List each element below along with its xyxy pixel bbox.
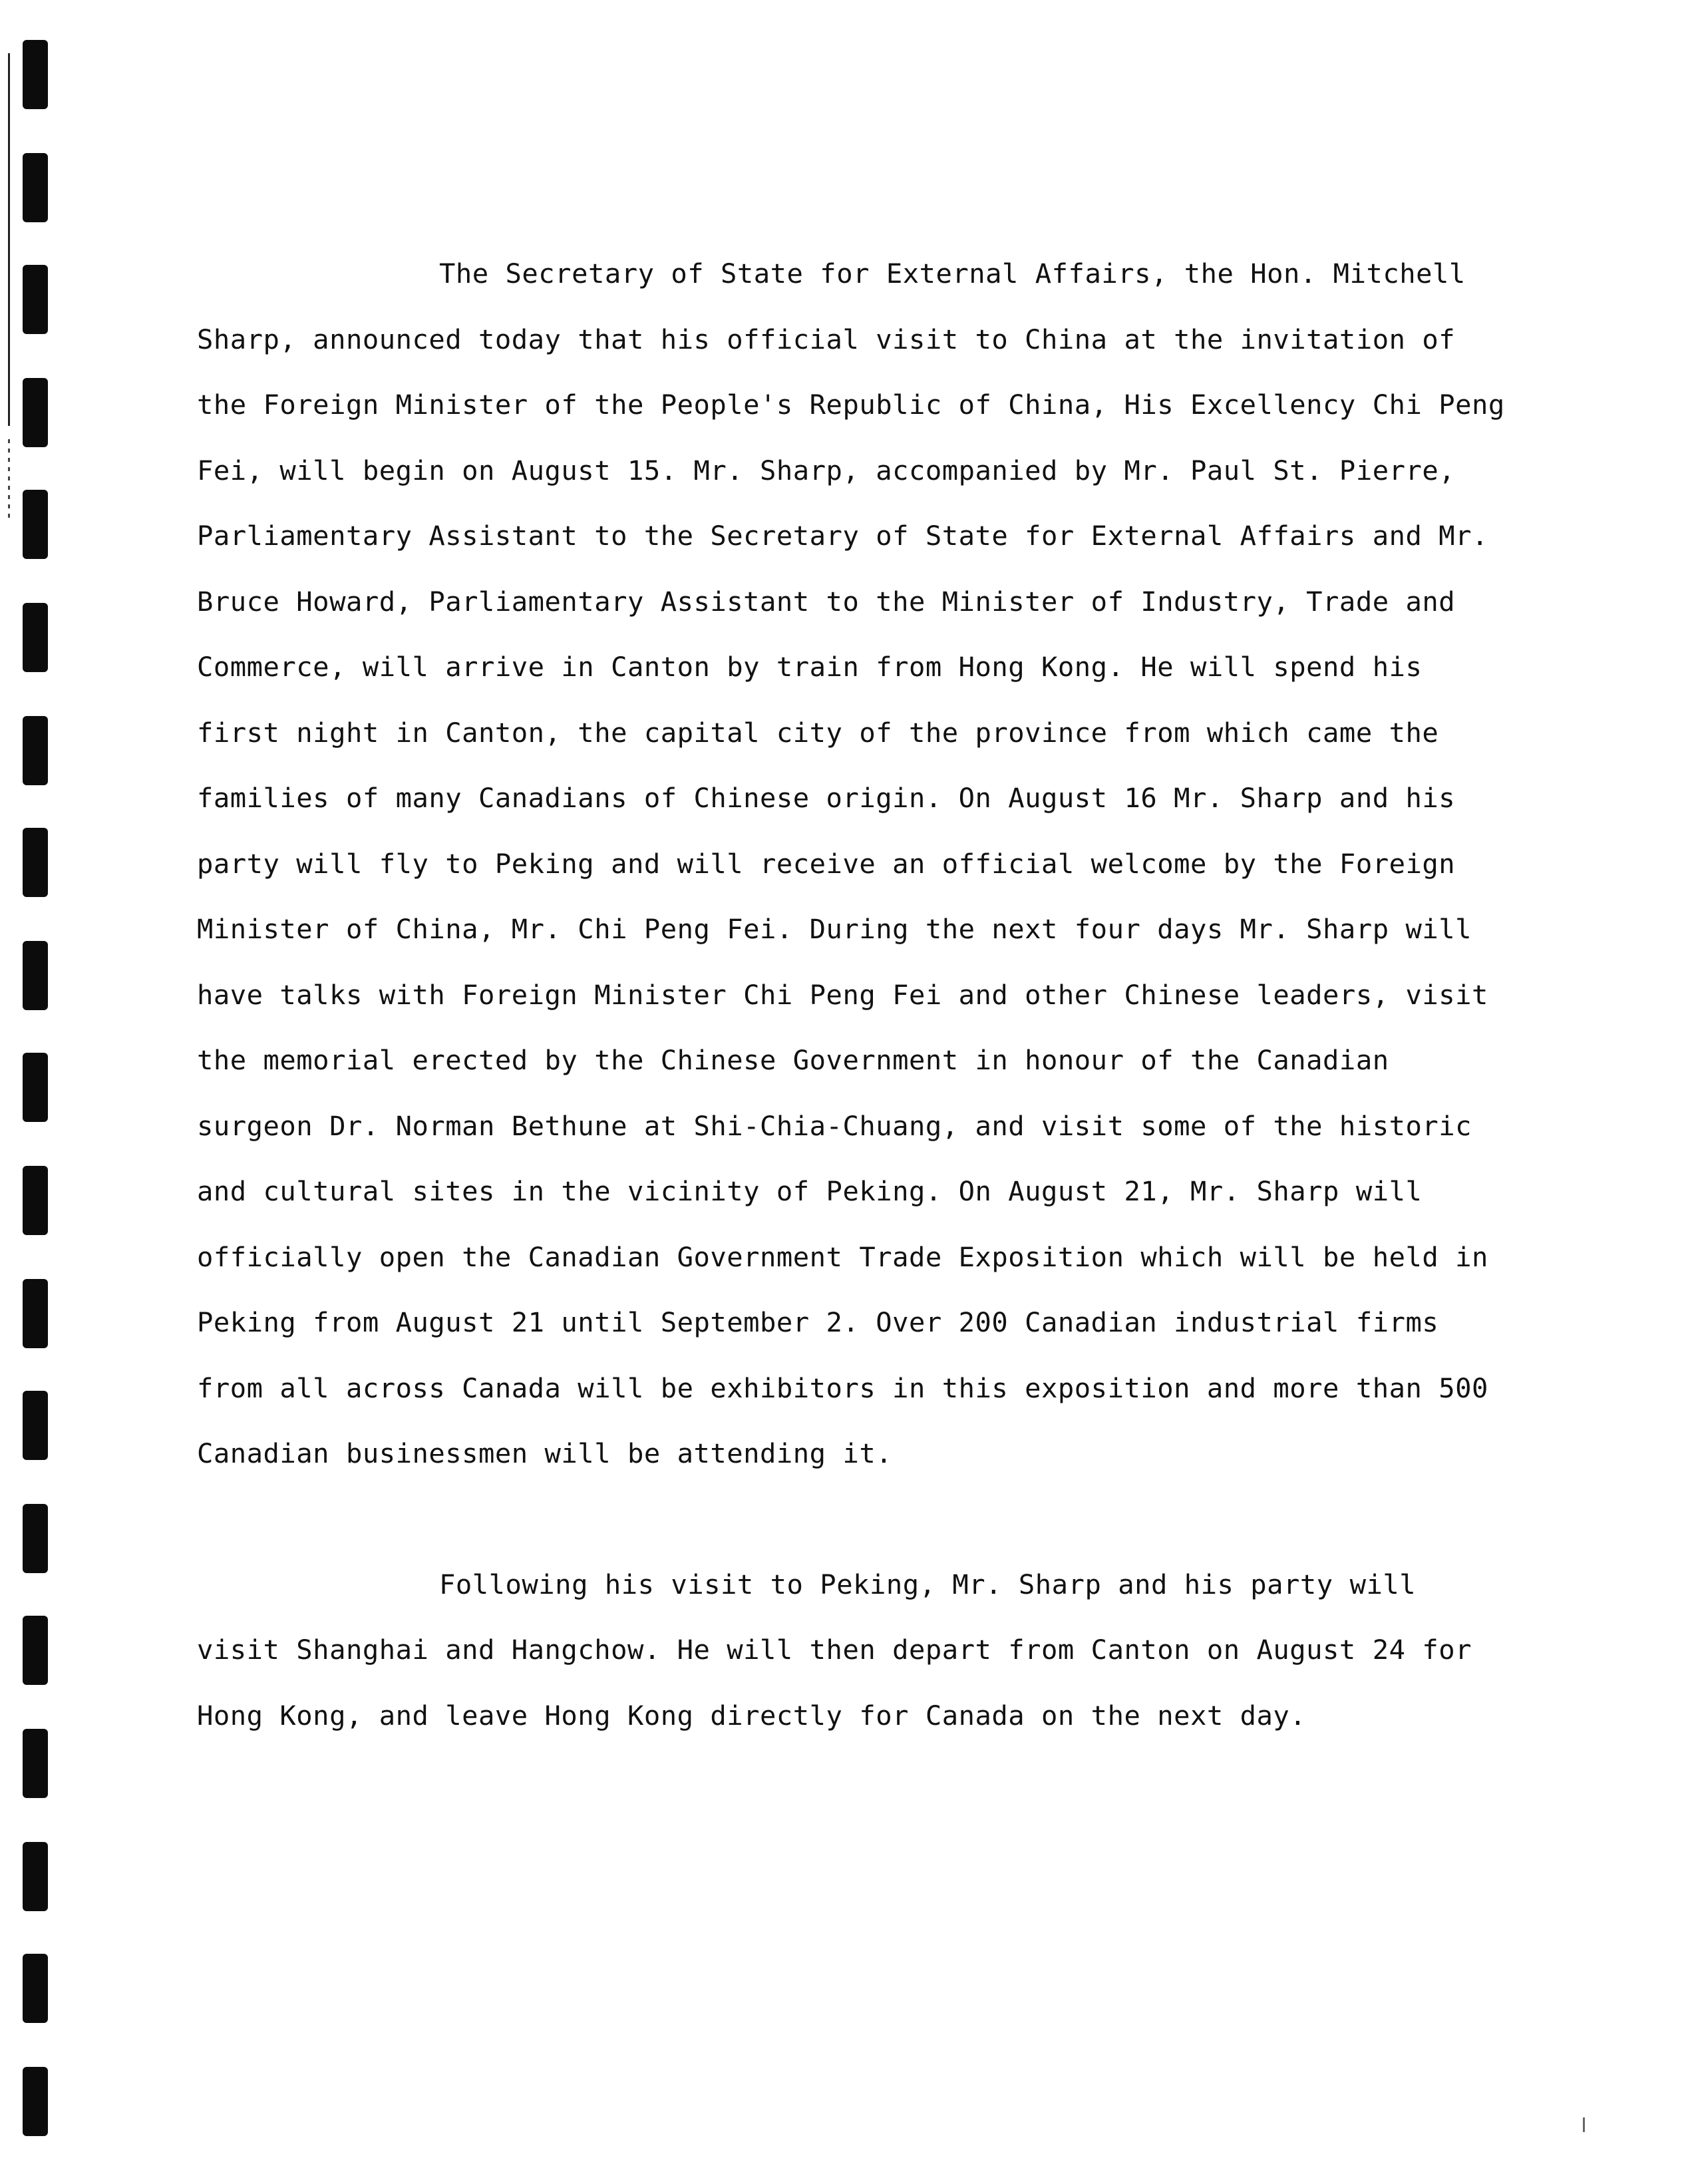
scan-edge-line xyxy=(8,53,10,426)
punch-mark xyxy=(23,941,48,1010)
paragraph-visit-announcement: The Secretary of State for External Affairs, the Hon. Mitchell Sharp, announced today that his official visit to China at the invitation of the Foreign Minister of the People's Republic of China, His Excellency Chi Peng Fei, will begin on August 15. Mr. Sharp, accompanied by Mr. Paul St. Pierre, Parliamentary Assistant to the Secretary of State for External Affairs and Mr. Bruce Howard, Parliamentary Assistant to the Minister of Industry, Trade and Commerce, will arrive in Canton by train from Hong Kong. He will spend his first night in Canton, the capital city of the province from which came the families of many Canadians of Chinese origin. On August 16 Mr. Sharp and his party will fly to Peking and will receive an official welcome by the Foreign Minister of China, Mr. Chi Peng Fei. During the next four days Mr. Sharp will have talks with Foreign Minister Chi Peng Fei and other Chinese leaders, visit the memorial erected by the Chinese Government in honour of the Canadian surgeon Dr. Norman Bethune at Shi-Chia-Chuang, and visit some of the historic and cultural sites in the vicinity of Peking. On August 21, Mr. Sharp will officially open the Canadian Government Trade Exposition which will be held in Peking from August 21 until September 2. Over 200 Canadian industrial firms from all across Canada will be exhibitors in this exposition and more than 500 Canadian businessmen will be attending it. xyxy=(197,258,1505,1469)
punch-mark xyxy=(23,1391,48,1460)
punch-mark xyxy=(23,153,48,222)
punch-mark xyxy=(23,1053,48,1122)
punch-mark xyxy=(23,1166,48,1235)
punch-mark xyxy=(23,378,48,447)
punch-mark xyxy=(23,1616,48,1685)
punch-mark xyxy=(23,1729,48,1798)
punch-mark xyxy=(23,40,48,109)
punch-mark xyxy=(23,828,48,897)
paragraph-itinerary-after-peking: Following his visit to Peking, Mr. Sharp and his party will visit Shanghai and Hangchow. He will then depart from Canton on August 24 for Hong Kong, and leave Hong Kong directly for Canada on the next day. xyxy=(197,1568,1472,1731)
binding-punch-marks xyxy=(23,40,49,2169)
punch-mark xyxy=(23,1954,48,2023)
punch-mark xyxy=(23,2067,48,2136)
scan-edge-dots xyxy=(8,439,10,519)
punch-mark xyxy=(23,1279,48,1348)
punch-mark xyxy=(23,490,48,559)
document-body xyxy=(197,241,1514,1748)
punch-mark xyxy=(23,716,48,785)
scan-stray-mark xyxy=(1583,2117,1585,2132)
punch-mark xyxy=(23,1842,48,1911)
punch-mark xyxy=(23,603,48,672)
punch-mark xyxy=(23,265,48,334)
punch-mark xyxy=(23,1504,48,1573)
